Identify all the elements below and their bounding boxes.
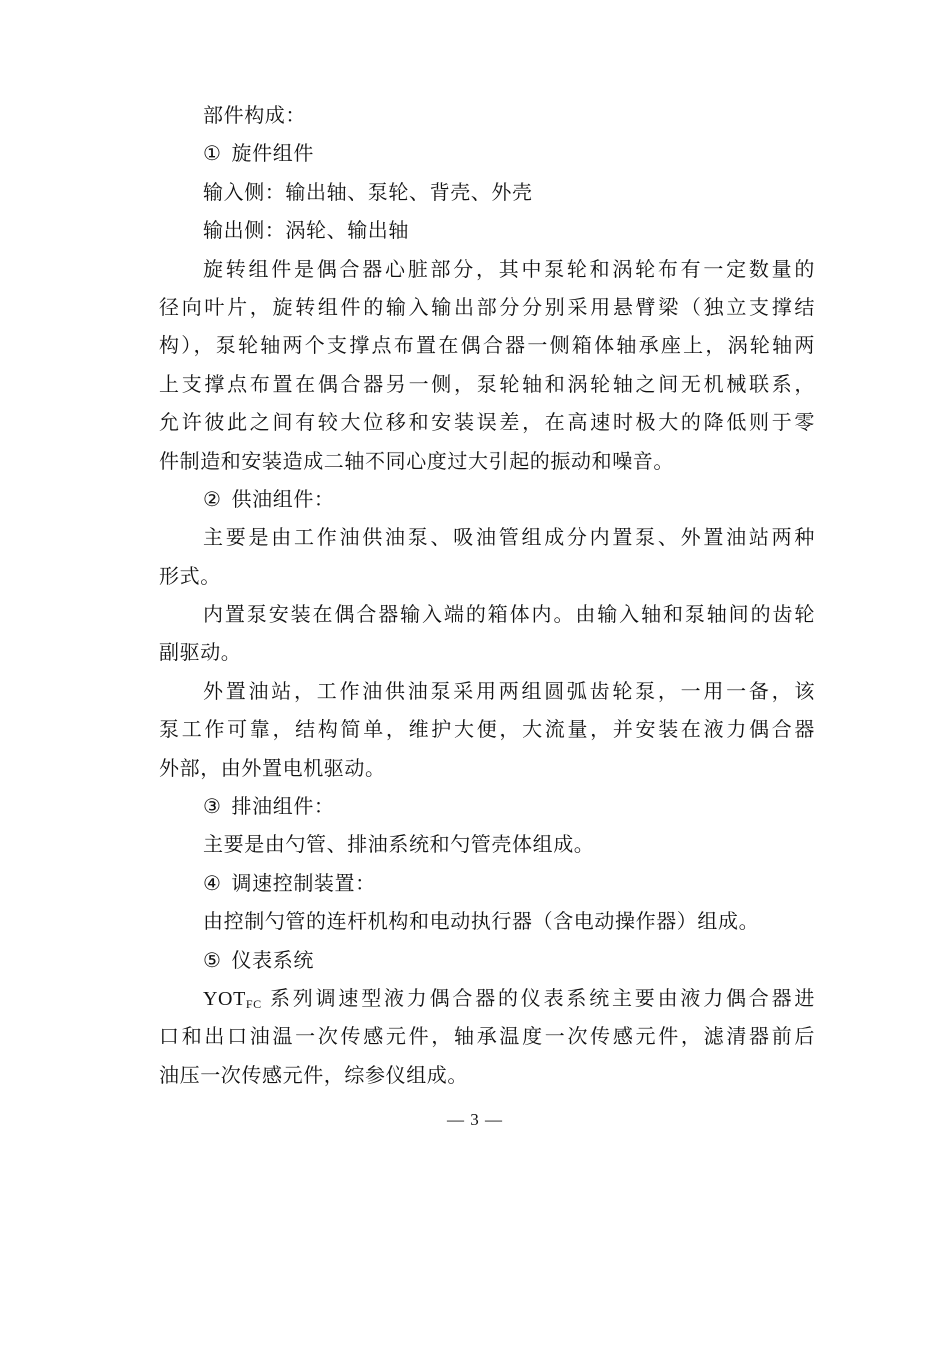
paragraph-line: 构），泵轮轴两个支撑点布置在偶合器一侧箱体轴承座上，涡轮轴两: [159, 333, 815, 358]
circled-number-3: ③: [203, 794, 222, 819]
numbered-heading-oil-discharge: ③ 排油组件：: [159, 787, 815, 825]
paragraph-line: 径向叶片，旋转组件的输入输出部分分别采用悬臂梁（独立支撑结: [159, 294, 815, 319]
paragraph-line: 泵工作可靠，结构简单，维护大便，大流量，并安装在液力偶合器: [159, 717, 815, 742]
paragraph-line: 口和出口油温一次传感元件，轴承温度一次传感元件，滤清器前后: [159, 1024, 815, 1049]
paragraph-line: 内置泵安装在偶合器输入端的箱体内。由输入轴和泵轴间的齿轮: [203, 602, 815, 627]
model-subscript: FC: [245, 996, 262, 1011]
circled-number-1: ①: [203, 141, 222, 166]
paragraph-line: 输出侧：涡轮、输出轴: [203, 218, 409, 243]
circled-number-4: ④: [203, 870, 222, 895]
numbered-heading-instrument-system: ⑤ 仪表系统: [159, 941, 815, 979]
numbered-heading-rotating-assembly: ① 旋件组件: [159, 134, 815, 172]
paragraph-line: 形式。: [159, 563, 221, 588]
section-heading-components: 部件构成：: [203, 103, 306, 127]
paragraph-line: 旋转组件是偶合器心脏部分，其中泵轮和涡轮布有一定数量的: [203, 256, 815, 281]
paragraph-line: 外置油站，工作油供油泵采用两组圆弧齿轮泵，一用一备，该: [203, 678, 815, 703]
paragraph-line: 件制造和安装造成二轴不同心度过大引起的振动和噪音。: [159, 448, 674, 473]
paragraph-line: 主要是由勺管、排油系统和勺管壳体组成。: [203, 832, 595, 857]
model-prefix: YOT: [203, 987, 246, 1010]
paragraph-line: 副驱动。: [159, 640, 242, 665]
paragraph-line: 输入侧：输出轴、泵轮、背壳、外壳: [203, 179, 533, 204]
body-text: [159, 96, 815, 1094]
numbered-heading-speed-control: ④ 调速控制装置：: [159, 864, 815, 902]
paragraph-line: 上支撑点布置在偶合器另一侧，泵轮轴和涡轮轴之间无机械联系，: [159, 371, 815, 396]
circled-number-2: ②: [203, 486, 222, 511]
paragraph-line: 主要是由工作油供油泵、吸油管组成分内置泵、外置油站两种: [203, 525, 815, 550]
paragraph-line: 允许彼此之间有较大位移和安装误差，在高速时极大的降低则于零: [159, 410, 815, 435]
circled-number-5: ⑤: [203, 947, 222, 972]
paragraph-line: 油压一次传感元件，综参仪组成。: [159, 1062, 468, 1087]
paragraph-line-model: $YOT_{FC}$ 系列调速型液力偶合器的仪表系统主要由液力偶合器进: [203, 985, 815, 1011]
numbered-heading-oil-supply: ② 供油组件：: [159, 480, 815, 518]
paragraph-line: 外部，由外置电机驱动。: [159, 755, 386, 780]
page-number: — 3 —: [447, 1110, 503, 1129]
paragraph-line: 由控制勺管的连杆机构和电动执行器（含电动操作器）组成。: [203, 909, 760, 934]
